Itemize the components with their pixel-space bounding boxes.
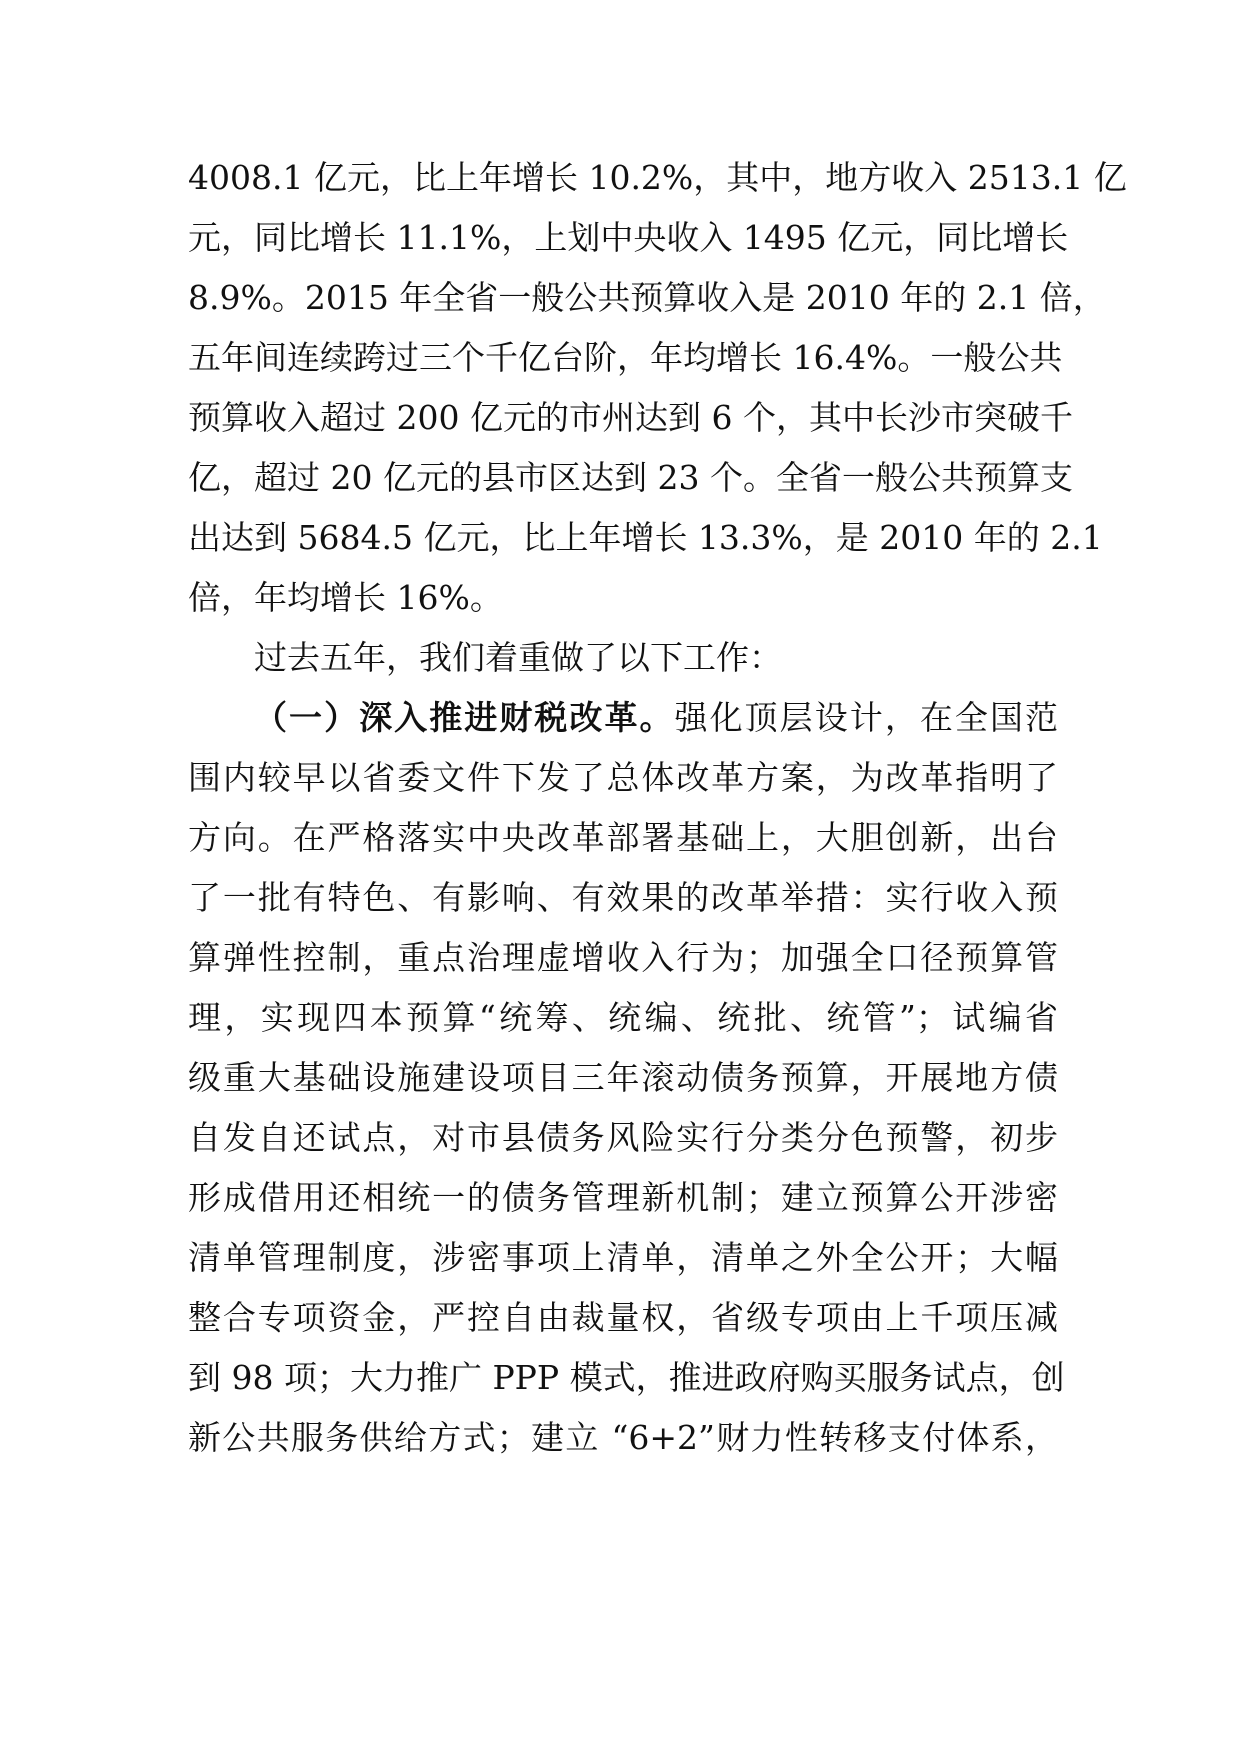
body-line: 形成借用还相统一的债务管理新机制；建立预算公开涉密: [188, 1178, 1058, 1217]
body-line: 亿，超过 20 亿元的县市区达到 23 个。全省一般公共预算支: [188, 458, 1073, 497]
body-line: 8.9%。2015 年全省一般公共预算收入是 2010 年的 2.1 倍，: [188, 278, 1106, 317]
body-line: 方向。在严格落实中央改革部署基础上，大胆创新，出台: [188, 818, 1058, 857]
body-line: 4008.1 亿元，比上年增长 10.2%，其中，地方收入 2513.1 亿: [188, 158, 1127, 197]
section-heading-line: [254, 686, 1058, 750]
body-line: 算弹性控制，重点治理虚增收入行为；加强全口径预算管: [188, 938, 1058, 977]
section-heading: （一）深入推进财税改革。: [254, 698, 675, 737]
body-line: 五年间连续跨过三个千亿台阶，年均增长 16.4%。一般公共: [188, 338, 1063, 377]
body-text: 强化顶层设计，在全国范: [674, 698, 1059, 737]
intro-line: 过去五年，我们着重做了以下工作：: [254, 638, 782, 677]
body-line: 了一批有特色、有影响、有效果的改革举措：实行收入预: [188, 878, 1058, 917]
body-line: 清单管理制度，涉密事项上清单，清单之外全公开；大幅: [188, 1238, 1058, 1277]
body-line: 新公共服务供给方式；建立 “6+2”财力性转移支付体系，: [188, 1418, 1058, 1457]
body-line: 整合专项资金，严控自由裁量权，省级专项由上千项压减: [188, 1298, 1058, 1337]
body-line: 元，同比增长 11.1%，上划中央收入 1495 亿元，同比增长: [188, 218, 1069, 257]
body-line: 出达到 5684.5 亿元，比上年增长 13.3%，是 2010 年的 2.1: [188, 518, 1103, 557]
body-line: 自发自还试点，对市县债务风险实行分类分色预警，初步: [188, 1118, 1058, 1157]
body-line: 预算收入超过 200 亿元的市州达到 6 个，其中长沙市突破千: [188, 398, 1073, 437]
body-line: 理，实现四本预算“统筹、统编、统批、统管”；试编省: [188, 998, 1058, 1037]
body-line: 到 98 项；大力推广 PPP 模式，推进政府购买服务试点，创: [188, 1358, 1065, 1397]
body-line: 级重大基础设施建设项目三年滚动债务预算，开展地方债: [188, 1058, 1058, 1097]
body-line: 倍，年均增长 16%。: [188, 578, 503, 617]
body-line: 围内较早以省委文件下发了总体改革方案，为改革指明了: [188, 758, 1058, 797]
